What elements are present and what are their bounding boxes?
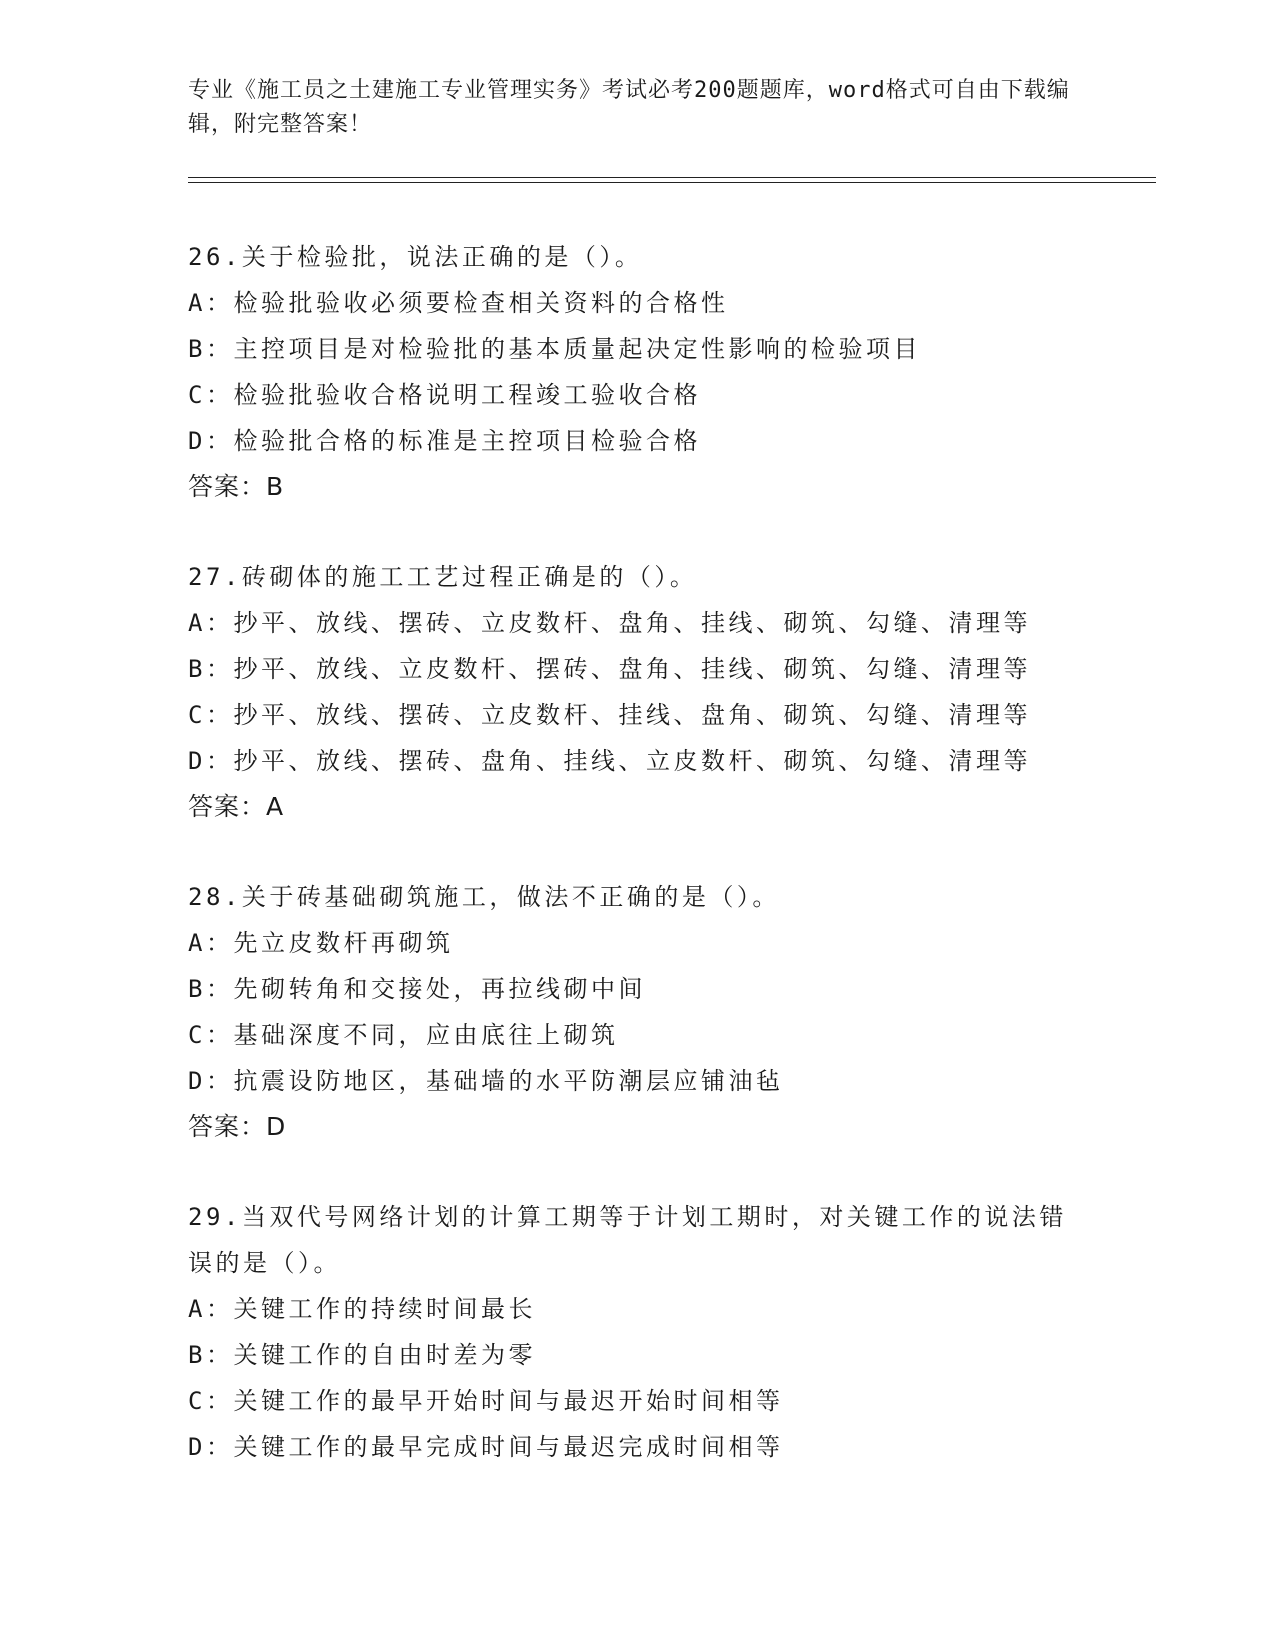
option-b: B：先砌转角和交接处，再拉线砌中间	[188, 975, 646, 1003]
option-d: D：抄平、放线、摆砖、盘角、挂线、立皮数杆、砌筑、勾缝、清理等	[188, 747, 1031, 775]
question-29	[188, 1194, 1088, 1470]
option-a: A：检验批验收必须要检查相关资料的合格性	[188, 289, 729, 317]
option-a: A：关键工作的持续时间最长	[188, 1295, 536, 1323]
option-c: C：关键工作的最早开始时间与最迟开始时间相等	[188, 1387, 784, 1415]
question-stem: 27.砖砌体的施工工艺过程正确是的（）。	[188, 563, 698, 591]
option-a: A：先立皮数杆再砌筑	[188, 929, 454, 957]
answer: 答案：D	[188, 1112, 287, 1141]
question-27	[188, 554, 1088, 830]
option-a: A：抄平、放线、摆砖、立皮数杆、盘角、挂线、砌筑、勾缝、清理等	[188, 609, 1031, 637]
option-b: B：关键工作的自由时差为零	[188, 1341, 536, 1369]
option-c: C：抄平、放线、摆砖、立皮数杆、挂线、盘角、砌筑、勾缝、清理等	[188, 701, 1031, 729]
question-stem: 29.当双代号网络计划的计算工期等于计划工期时，对关键工作的说法错误的是（）。	[188, 1203, 1067, 1277]
option-c: C：检验批验收合格说明工程竣工验收合格	[188, 381, 701, 409]
answer: 答案：A	[188, 792, 285, 821]
option-b: B：主控项目是对检验批的基本质量起决定性影响的检验项目	[188, 335, 921, 363]
option-d: D：关键工作的最早完成时间与最迟完成时间相等	[188, 1433, 784, 1461]
question-26	[188, 234, 1088, 510]
document-intro: 专业《施工员之土建施工专业管理实务》考试必考200题题库，word格式可自由下载编辑，附完整答案！	[188, 78, 1070, 137]
option-d: D：检验批合格的标准是主控项目检验合格	[188, 427, 701, 455]
question-28	[188, 874, 1088, 1150]
question-stem: 26.关于检验批，说法正确的是（）。	[188, 243, 643, 271]
option-b: B：抄平、放线、立皮数杆、摆砖、盘角、挂线、砌筑、勾缝、清理等	[188, 655, 1031, 683]
question-stem: 28.关于砖基础砌筑施工，做法不正确的是（）。	[188, 883, 780, 911]
header-rule-bottom	[188, 182, 1156, 183]
answer: 答案：B	[188, 472, 285, 501]
option-d: D：抗震设防地区，基础墙的水平防潮层应铺油毡	[188, 1067, 784, 1095]
option-c: C：基础深度不同，应由底往上砌筑	[188, 1021, 619, 1049]
header-rule-top	[188, 177, 1156, 178]
